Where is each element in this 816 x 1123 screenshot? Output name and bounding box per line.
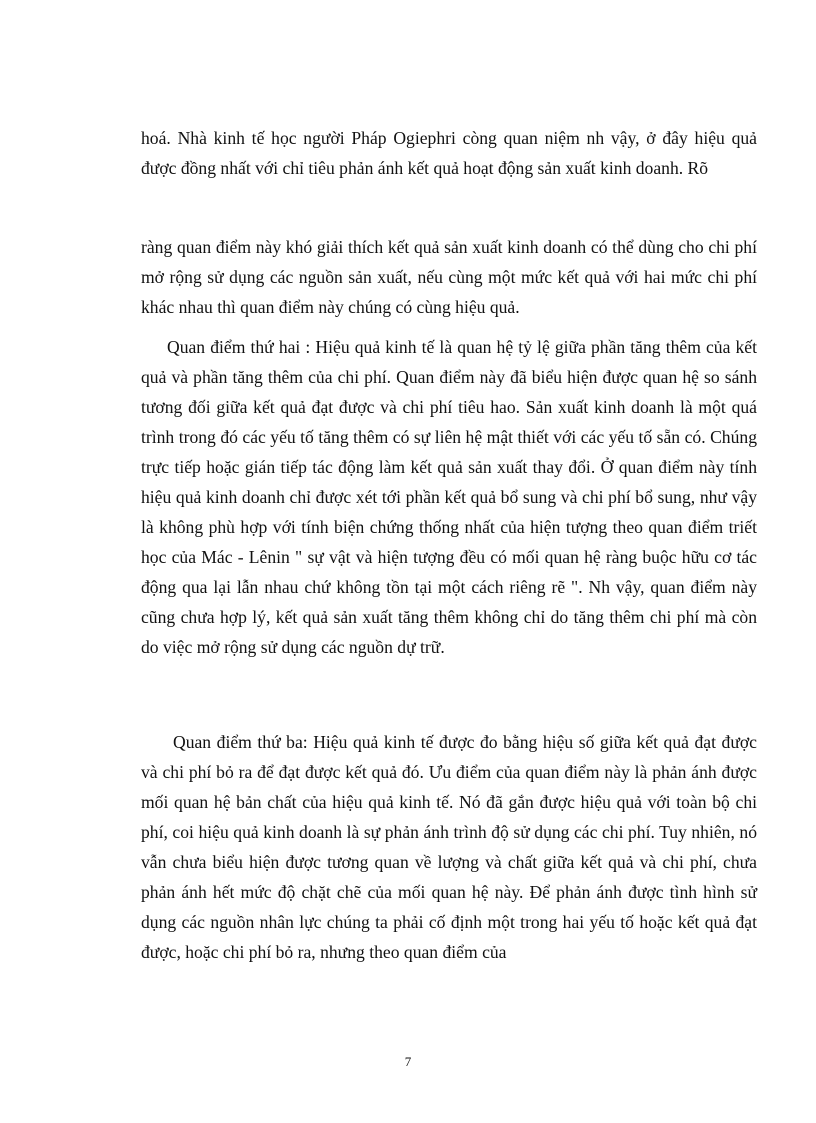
paragraph-1: hoá. Nhà kinh tế học người Pháp Ogiephri còng quan niệm nh vậy, ở đây hiệu quả được đồng nhất với chỉ tiêu phản ánh kết quả hoạt động sản xuất kinh doanh. Rõ [141, 128, 757, 178]
paragraph-2: ràng quan điểm này khó giải thích kết quả sản xuất kinh doanh có thể dùng cho chi phí mở rộng sử dụng các nguồn sản xuất, nếu cùng một mức kết quả với hai mức chi phí khác nhau thì quan điểm này chúng có cùng hiệu quả. [141, 237, 757, 317]
paragraph-3: Quan điểm thứ hai : Hiệu quả kinh tế là quan hệ tỷ lệ giữa phần tăng thêm của kết quả và phần tăng thêm của chi phí. Quan điểm này đã biểu hiện được quan hệ so sánh tương đối giữa kết quả đạt được và chi phí tiêu hao. Sản xuất kinh doanh là một quá trình trong đó các yếu tố tăng thêm có sự liên hệ mật thiết với các yếu tố sẵn có. Chúng trực tiếp hoặc gián tiếp tác động làm kết quả sản xuất thay đổi. Ở quan điểm này tính hiệu quả kinh doanh chỉ được xét tới phần kết quả bổ sung và chi phí bổ sung, như vậy là không phù hợp với tính biện chứng thống nhất của hiện tượng theo quan điểm triết học của Mác - Lênin " sự vật và hiện tượng đều có mối quan hệ ràng buộc hữu cơ tác động qua lại lẫn nhau chứ không tồn tại một cách riêng rẽ ". Nh vậy, quan điểm này cũng chưa hợp lý, kết quả sản xuất tăng thêm không chỉ do tăng thêm chi phí mà còn do việc mở rộng sử dụng các nguồn dự trữ. [141, 337, 757, 657]
page-number: 7 [404, 1054, 412, 1069]
paragraph-4: Quan điểm thứ ba: Hiệu quả kinh tế được đo bằng hiệu số giữa kết quả đạt được và chi phí bỏ ra để đạt được kết quả đó. Ưu điểm của quan điểm này là phản ánh được mối quan hệ bản chất của hiệu quả kinh tế. Nó đã gắn được hiệu quả với toàn bộ chi phí, coi hiệu quả kinh doanh là sự phản ánh trình độ sử dụng các chi phí. Tuy nhiên, nó vẫn chưa biểu hiện được tương quan về lượng và chất giữa kết quả và chi phí, chưa phản ánh hết mức độ chặt chẽ của mối quan hệ này. Để phản ánh được tình hình sử dụng các nguồn nhân lực chúng ta phải cố định một trong hai yếu tố hoặc kết quả đạt được, hoặc chi phí bỏ ra, nhưng theo quan điểm của [141, 732, 757, 962]
